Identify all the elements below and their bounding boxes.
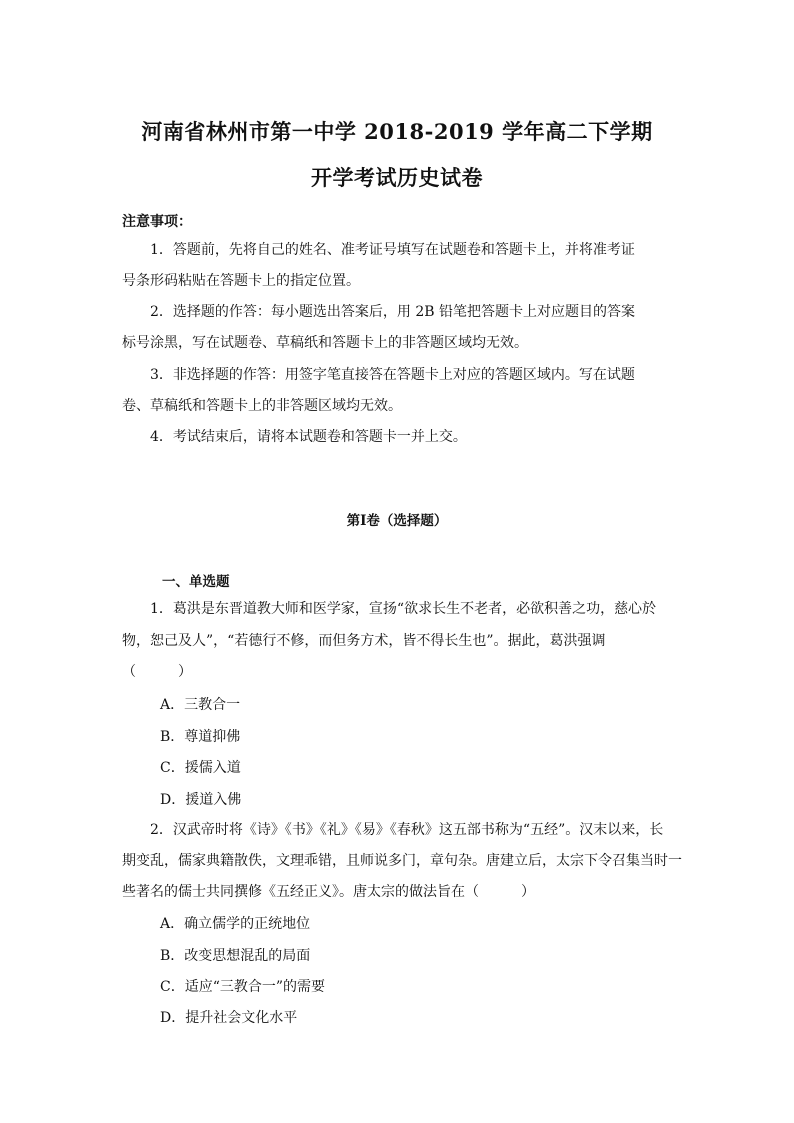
note-4-line-1: 4．考试结束后，请将本试题卷和答题卡一并上交。 — [150, 429, 467, 445]
question-2-line-2: 期变乱，儒家典籍散佚，文理乖错，且师说多门，章句杂。唐建立后，太宗下令召集当时一 — [122, 853, 682, 869]
question-1-option-c: C．援儒入道 — [160, 760, 241, 776]
part-heading: 一、单选题 — [162, 574, 230, 590]
document-title: 河南省林州市第一中学 2018-2019 学年高二下学期 — [141, 119, 653, 144]
question-2-option-d: D．提升社会文化水平 — [160, 1010, 298, 1026]
document-subtitle: 开学考试历史试卷 — [311, 165, 483, 190]
question-2-option-b: B．改变思想混乱的局面 — [160, 948, 311, 964]
note-1-line-2: 号条形码粘贴在答题卡上的指定位置。 — [122, 273, 360, 289]
note-2-line-2: 标号涂黑，写在试题卷、草稿纸和答题卡上的非答题区域均无效。 — [122, 335, 528, 351]
notes-heading: 注意事项： — [122, 214, 192, 230]
question-2-option-c: C．适应“三教合一”的需要 — [160, 979, 326, 995]
note-1-line-1: 1．答题前，先将自己的姓名、准考证号填写在试题卷和答题卡上，并将准考证 — [150, 242, 635, 258]
question-1-option-d: D．援道入佛 — [160, 792, 242, 808]
question-2-option-a: A．确立儒学的正统地位 — [160, 916, 311, 932]
question-2-line-1: 2．汉武帝时将《诗》《书》《礼》《易》《春秋》这五部书称为“五经”。汉末以来，长 — [150, 822, 664, 838]
note-2-line-1: 2．选择题的作答：每小题选出答案后，用 2B 铅笔把答题卡上对应题目的答案 — [150, 304, 636, 320]
note-3-line-1: 3．非选择题的作答：用签字笔直接答在答题卡上对应的答题区域内。写在试题 — [150, 367, 635, 383]
question-1-line-3: （ ） — [122, 664, 192, 680]
question-2-line-3: 些著名的儒士共同撰修《五经正义》。唐太宗的做法旨在（ ） — [122, 884, 535, 900]
note-3-line-2: 卷、草稿纸和答题卡上的非答题区域均无效。 — [122, 398, 402, 414]
question-1-option-b: B．尊道抑佛 — [160, 729, 241, 745]
section-title: 第Ⅰ卷（选择题） — [346, 513, 448, 529]
question-1-option-a: A．三教合一 — [160, 697, 241, 713]
question-1-line-2: 物，恕己及人”，“若德行不修，而但务方术，皆不得长生也”。据此，葛洪强调 — [122, 633, 606, 649]
question-1-line-1: 1．葛洪是东晋道教大师和医学家，宣扬“欲求长生不老者，必欲积善之功，慈心於 — [150, 601, 657, 617]
